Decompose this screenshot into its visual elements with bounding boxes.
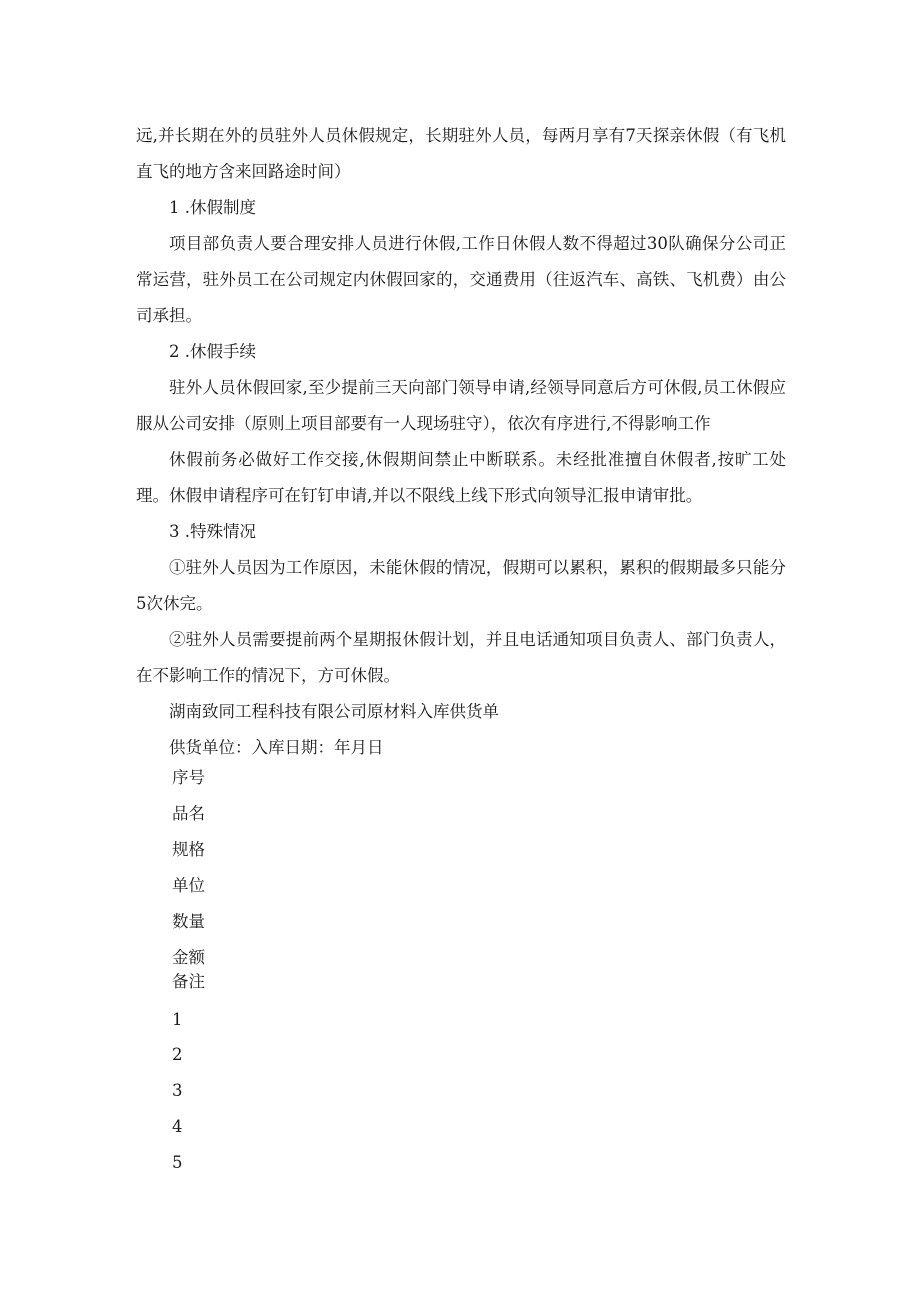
form-row-number: 3 — [172, 1081, 183, 1100]
form-row-number: 4 — [172, 1117, 183, 1136]
column-header-name: 品名 — [172, 804, 205, 823]
form-row-number: 1 — [172, 1010, 183, 1029]
section-2-heading: 2 .休假手续 — [169, 342, 256, 361]
section-1-body: 项目部负责人要合理安排人员进行休假,工作日休假人数不得超过30队确保分公司正常运营，驻外员工在公司规定内休假回家的，交通费用（往返汽车、高铁、飞机费）由公司承担。 — [136, 234, 786, 325]
column-header-quantity: 数量 — [172, 912, 205, 931]
column-header-spec: 规格 — [172, 840, 205, 859]
form-title: 湖南致同工程科技有限公司原材料入库供货单 — [169, 702, 499, 721]
policy-text — [136, 118, 786, 766]
section-2-body: 驻外人员休假回家,至少提前三天向部门领导申请,经领导同意后方可休假,员工休假应服从公司安排（原则上项目部要有一人现场驻守），依次有序进行,不得影响工作 — [136, 378, 786, 433]
form-header-line: 供货单位：入库日期：年月日 — [169, 738, 384, 757]
column-header-amount: 金额 — [172, 948, 205, 967]
column-header-serial: 序号 — [172, 768, 205, 787]
section-3-heading: 3 .特殊情况 — [169, 522, 256, 541]
section-2-body-continued: 休假前务必做好工作交接,休假期间禁止中断联系。未经批准擅自休假者,按旷工处理。休假申请程序可在钉钉申请,并以不限线上线下形式向领导汇报申请审批。 — [136, 450, 786, 505]
section-3-item-1: ①驻外人员因为工作原因，未能休假的情况，假期可以累积，累积的假期最多只能分5次休完。 — [136, 558, 786, 613]
column-header-remarks: 备注 — [172, 972, 205, 991]
section-1-heading: 1 .休假制度 — [169, 198, 256, 217]
section-3-item-2: ②驻外人员需要提前两个星期报休假计划，并且电话通知项目负责人、部门负责人，在不影响工作的情况下，方可休假。 — [136, 630, 786, 685]
column-header-unit: 单位 — [172, 876, 205, 895]
form-row-number: 2 — [172, 1045, 183, 1064]
form-row-number: 5 — [172, 1153, 183, 1172]
intro-paragraph: 远,并长期在外的员驻外人员休假规定，长期驻外人员，每两月享有7天探亲休假（有飞机直飞的地方含来回路途时间） — [136, 126, 786, 181]
